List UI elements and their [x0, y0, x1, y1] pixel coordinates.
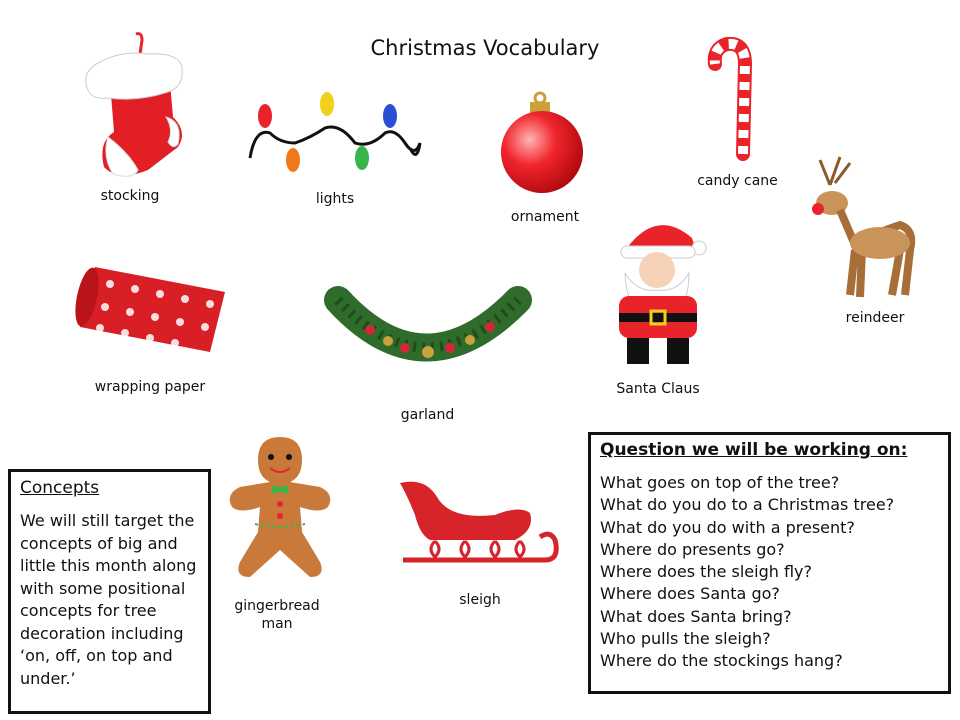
- label-garland: garland: [400, 407, 455, 423]
- reindeer-icon: [800, 155, 920, 305]
- question-item: What do you do to a Christmas tree?: [600, 495, 895, 515]
- label-stocking: stocking: [100, 188, 160, 204]
- question-item: What goes on top of the tree?: [600, 473, 840, 492]
- questions-heading: Question we will be working on:: [600, 440, 908, 460]
- question-item: What do you do with a present?: [600, 517, 855, 537]
- concepts-body: We will still target the concepts of big and little this month along with some positional concepts for tree decoration including ‘on, off, on top and under.’: [20, 511, 197, 688]
- question-item: Where does the sleigh fly?: [600, 562, 813, 582]
- label-wrapping-paper: wrapping paper: [94, 379, 206, 395]
- question-item: Who pulls the sleigh?: [600, 629, 771, 649]
- label-sleigh: sleigh: [459, 592, 501, 608]
- wrapping-paper-icon: [75, 262, 230, 352]
- label-lights: lights: [315, 191, 355, 207]
- sleigh-icon: [395, 475, 565, 575]
- candy-cane-icon: [705, 34, 775, 164]
- concepts-heading: Concepts: [20, 478, 100, 498]
- page-title: Christmas Vocabulary: [370, 36, 600, 60]
- question-item: Where do the stockings hang?: [600, 651, 843, 671]
- label-candy-cane: candy cane: [697, 173, 778, 189]
- question-item: What does Santa bring?: [600, 606, 792, 626]
- gingerbread-icon: [220, 432, 340, 582]
- stocking-icon: [78, 32, 188, 182]
- ornament-icon: [500, 92, 590, 197]
- question-item: Where does Santa go?: [600, 584, 780, 604]
- santa-icon: [597, 218, 722, 368]
- questions-list: [600, 472, 939, 673]
- question-item: Where do presents go?: [600, 539, 785, 559]
- garland-icon: [330, 285, 525, 380]
- questions-box: [588, 432, 951, 694]
- concepts-box: [8, 469, 211, 714]
- label-ornament: ornament: [510, 209, 580, 225]
- label-santa: Santa Claus: [616, 381, 700, 397]
- lights-icon: [245, 88, 430, 183]
- label-reindeer: reindeer: [845, 310, 905, 326]
- label-gingerbread-line1: gingerbread: [234, 598, 320, 614]
- label-gingerbread-line2: man: [261, 616, 293, 632]
